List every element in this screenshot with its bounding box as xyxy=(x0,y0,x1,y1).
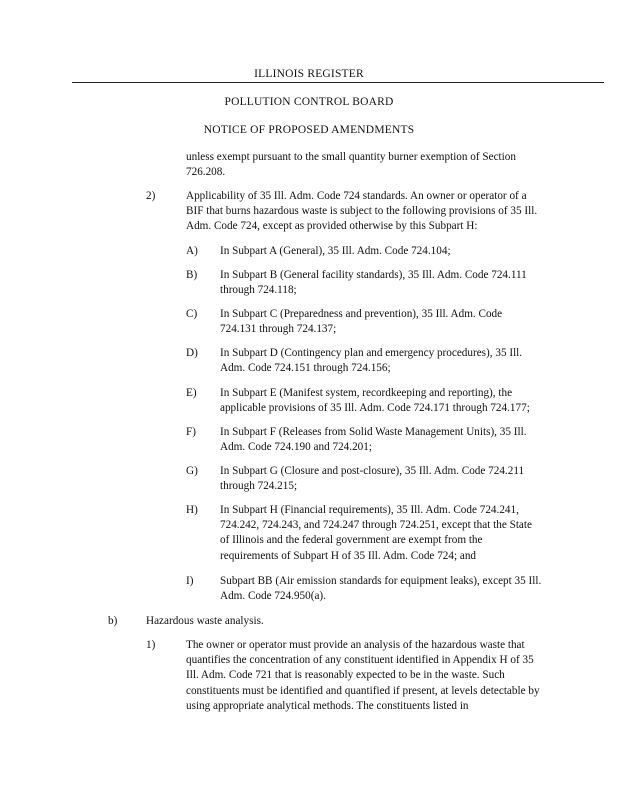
item-2-text: Applicability of 35 Ill. Adm. Code 724 standards. An owner or operator of a BIF that burns hazardous waste is subject to the following provisions of 35 Ill. Adm. Code 724, except as provided otherwise by this Subpart H: xyxy=(186,190,538,233)
subitem-text: In Subpart D (Contingency plan and emergency procedures), 35 Ill. Adm. Code 724.151 through 724.156; xyxy=(220,347,523,375)
subitem-text: In Subpart B (General facility standards), 35 Ill. Adm. Code 724.111 through 724.118; xyxy=(220,269,527,297)
continuation-text: unless exempt pursuant to the small quantity burner exemption of Section 726.208. xyxy=(186,151,516,179)
subitem-text: In Subpart G (Closure and post-closure), 35 Ill. Adm. Code 724.211 through 724.215; xyxy=(220,465,525,493)
header-rule xyxy=(72,82,604,83)
subitem-label: A) xyxy=(186,245,198,257)
subitem-text: In Subpart C (Preparedness and prevention), 35 Ill. Adm. Code 724.131 through 724.137; xyxy=(220,308,503,336)
subitem-text: In Subpart F (Releases from Solid Waste Management Units), 35 Ill. Adm. Code 724.190 and 724.201; xyxy=(220,426,527,454)
item-b1-label: 1) xyxy=(146,639,156,651)
subitem-label: B) xyxy=(186,269,198,281)
item-2-label: 2) xyxy=(146,190,156,202)
subitem-label: H) xyxy=(186,504,198,516)
subitem-label: I) xyxy=(186,575,194,587)
board-title: POLLUTION CONTROL BOARD xyxy=(224,96,394,108)
notice-title: NOTICE OF PROPOSED AMENDMENTS xyxy=(203,124,415,136)
section-b-label: b) xyxy=(108,615,118,627)
item-b1-text: The owner or operator must provide an analysis of the hazardous waste that quantifies the concentration of any constituent identified in Appendix H of 35 Ill. Adm. Code 721 that is reasonably expected to be in the waste. Such constituents must be identified and quantified if present, at levels detectable by using appropriate analytical methods. The constituents listed in xyxy=(186,639,540,712)
subitem-label: E) xyxy=(186,387,197,399)
subitem-text: In Subpart H (Financial requirements), 35 Ill. Adm. Code 724.241, 724.242, 724.243, and 724.247 through 724.251, except that the State of Illinois and the federal government are exempt from the requirements of Subpart H of 35 Ill. Adm. Code 724; and xyxy=(220,504,532,562)
subitem-text: In Subpart E (Manifest system, recordkeeping and reporting), the applicable provisions of 35 Ill. Adm. Code 724.171 through 724.177; xyxy=(220,387,530,415)
section-b-text: Hazardous waste analysis. xyxy=(146,615,264,627)
subitem-text: Subpart BB (Air emission standards for equipment leaks), except 35 Ill. Adm. Code 724.950(a). xyxy=(220,575,542,603)
register-title: ILLINOIS REGISTER xyxy=(254,68,364,80)
subitem-label: G) xyxy=(186,465,198,477)
subitem-text: In Subpart A (General), 35 Ill. Adm. Code 724.104; xyxy=(220,245,451,257)
subitem-label: D) xyxy=(186,347,198,359)
subitem-label: C) xyxy=(186,308,198,320)
subitem-label: F) xyxy=(186,426,196,438)
